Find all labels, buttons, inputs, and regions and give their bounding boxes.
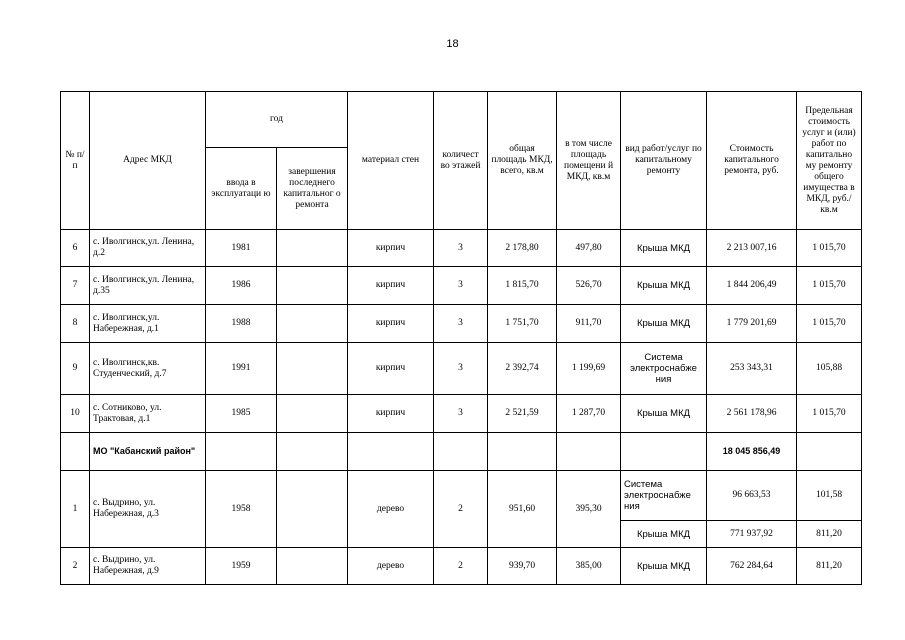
cell-total-area: 1 751,70 [488,305,557,343]
cell-premises-area: 526,70 [557,267,621,305]
header-max-cost: Предельная стоимость услуг и (или) работ по капитально му ремонту общего имущества в МКД, руб./кв.м [797,92,862,230]
cell-wall: кирпич [348,343,434,395]
subtotal-row [61,433,862,471]
cell-premises-area: 497,80 [557,230,621,267]
cell-work: Крыша МКД [621,395,707,433]
cell-year: 1959 [206,548,277,585]
cell-year: 1981 [206,230,277,267]
cell-premises-area: 911,70 [557,305,621,343]
cell-floors: 3 [434,343,488,395]
cell-total-area: 939,70 [488,548,557,585]
cell-cost: 2 213 007,16 [707,230,797,267]
register-table [60,91,862,585]
cell-cost: 1 844 206,49 [707,267,797,305]
cell-premises-area: 385,00 [557,548,621,585]
cell-floors: 3 [434,230,488,267]
cell-total-area: 1 815,70 [488,267,557,305]
cell-work: Крыша МКД [621,267,707,305]
header-work-type: вид работ/услуг по капитальному ремонту [621,92,707,230]
cell-num: 1 [61,471,90,548]
cell-cost: 1 779 201,69 [707,305,797,343]
cell-floors: 3 [434,395,488,433]
table-row [61,395,862,433]
header-num: № п/п [61,92,90,230]
cell-wall: кирпич [348,305,434,343]
cell-wall: дерево [348,471,434,548]
cell-repair [277,305,348,343]
cell-year: 1985 [206,395,277,433]
subtotal-label: МО "Кабанский район" [90,433,206,471]
cell-cost: 771 937,92 [707,521,797,548]
header-year-built: ввода в эксплуатаци ю [206,148,277,230]
cell-repair [277,230,348,267]
cell-wall: кирпич [348,267,434,305]
cell-address: с. Иволгинск,ул. Ленина, д.2 [90,230,206,267]
cell-max-cost: 1 015,70 [797,230,862,267]
cell-repair [277,267,348,305]
header-year-group: год [206,92,348,148]
cell-work: Крыша МКД [621,521,707,548]
cell-wall: кирпич [348,230,434,267]
table-row [61,230,862,267]
table-row [61,343,862,395]
header-address: Адрес МКД [90,92,206,230]
header-total-area: общая площадь МКД, всего, кв.м [488,92,557,230]
cell-cost: 2 561 178,96 [707,395,797,433]
header-year-repair: завершения последнего капитальног о ремонта [277,148,348,230]
header-cost: Стоимость капитального ремонта, руб. [707,92,797,230]
header-row [61,92,862,148]
cell-premises-area: 395,30 [557,471,621,548]
cell-wall: кирпич [348,395,434,433]
cell-address: с. Выдрино, ул. Набережная, д.3 [90,471,206,548]
cell-cost: 253 343,31 [707,343,797,395]
cell-work: Система электроснабже ния [621,343,707,395]
header-floors: количест во этажей [434,92,488,230]
cell-address: с. Иволгинск,ул. Набережная, д.1 [90,305,206,343]
cell-total-area: 951,60 [488,471,557,548]
cell-max-cost: 101,58 [797,471,862,521]
cell-floors: 2 [434,548,488,585]
cell-floors: 2 [434,471,488,548]
cell-num: 7 [61,267,90,305]
cell-address: с. Выдрино, ул. Набережная, д.9 [90,548,206,585]
cell-floors: 3 [434,267,488,305]
cell-repair [277,343,348,395]
cell-premises-area: 1 287,70 [557,395,621,433]
cell-cost: 96 663,53 [707,471,797,521]
cell-repair [277,548,348,585]
cell-address: с. Сотниково, ул. Трактовая, д.1 [90,395,206,433]
cell-premises-area: 1 199,69 [557,343,621,395]
cell-max-cost: 105,88 [797,343,862,395]
table-row [61,267,862,305]
cell-max-cost: 1 015,70 [797,267,862,305]
page-number: 18 [446,38,459,50]
subtotal-cost: 18 045 856,49 [707,433,797,471]
header-wall-material: материал стен [348,92,434,230]
cell-year: 1958 [206,471,277,548]
cell-num: 2 [61,548,90,585]
cell-work: Система электроснабже ния [621,471,707,521]
cell-year: 1991 [206,343,277,395]
cell-num: 10 [61,395,90,433]
cell-address: с. Иволгинск,кв. Студенческий, д.7 [90,343,206,395]
header-premises-area: в том числе площадь помещени й МКД, кв.м [557,92,621,230]
cell-num: 6 [61,230,90,267]
cell-max-cost: 1 015,70 [797,395,862,433]
cell-address: с. Иволгинск,ул. Ленина, д.35 [90,267,206,305]
cell-max-cost: 811,20 [797,521,862,548]
cell-repair [277,395,348,433]
table-row [61,471,862,521]
cell-floors: 3 [434,305,488,343]
cell-total-area: 2 521,59 [488,395,557,433]
cell-num: 9 [61,343,90,395]
cell-num: 8 [61,305,90,343]
cell-max-cost: 811,20 [797,548,862,585]
cell-work: Крыша МКД [621,230,707,267]
cell-work: Крыша МКД [621,305,707,343]
cell-total-area: 2 392,74 [488,343,557,395]
cell-year: 1986 [206,267,277,305]
cell-total-area: 2 178,80 [488,230,557,267]
cell-year: 1988 [206,305,277,343]
cell-work: Крыша МКД [621,548,707,585]
cell-max-cost: 1 015,70 [797,305,862,343]
cell-repair [277,471,348,548]
cell-cost: 762 284,64 [707,548,797,585]
cell-wall: дерево [348,548,434,585]
table-row [61,548,862,585]
table-row [61,305,862,343]
